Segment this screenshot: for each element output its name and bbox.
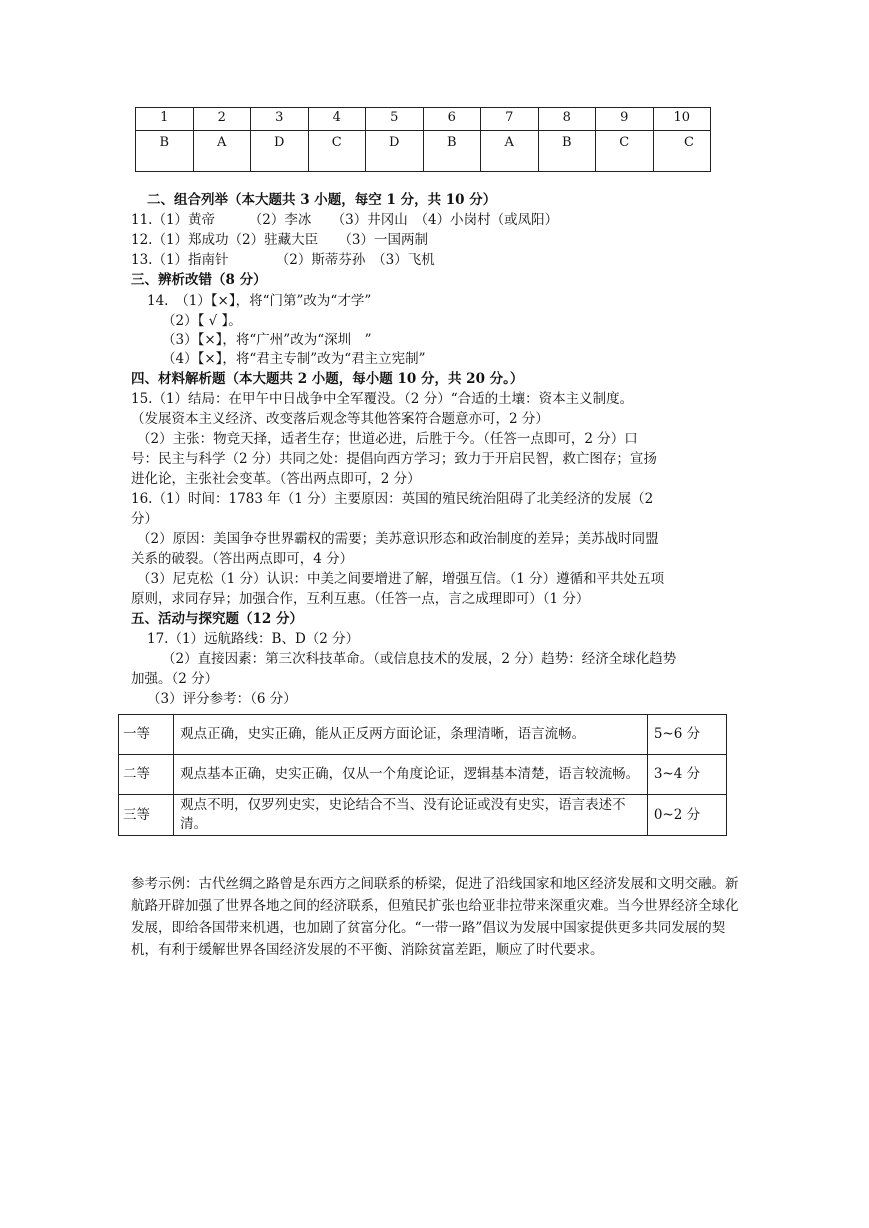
answer-line: （2）【 √ 】。	[162, 313, 242, 329]
question-number: 10	[653, 108, 711, 131]
answer-line: 11.（1）黄帝 （2）李冰 （3）井冈山 （4）小岗村（或凤阳）	[131, 212, 559, 228]
rubric-level: 二等	[119, 755, 174, 795]
question-number-row	[136, 108, 711, 131]
section-heading: 三、辨析改错（8 分）	[131, 272, 267, 288]
section-heading: 二、组合列举（本大题共 3 小题，每空 1 分，共 10 分）	[147, 192, 497, 208]
answer-line: 16.（1）时间：1783 年（1 分）主要原因：英国的殖民统治阻碍了北美经济的发展（2	[131, 491, 654, 507]
answer-line: 14. （1）【×】，将“门第”改为“才学”	[147, 293, 372, 309]
answer-line: 关系的破裂。（答出两点即可，4 分）	[131, 551, 354, 567]
answer-cell: C	[308, 131, 366, 172]
answer-line: （2）主张：物竞天择，适者生存；世道必进，后胜于今。（任答一点即可，2 分）口	[137, 431, 638, 447]
rubric-level: 一等	[119, 715, 174, 755]
answer-cell: B	[538, 131, 596, 172]
scoring-rubric-table	[118, 714, 727, 836]
answer-line: 13.（1）指南针 （2）斯蒂芬孙 （3）飞机	[131, 252, 435, 268]
question-number: 8	[538, 108, 596, 131]
rubric-row	[119, 715, 727, 755]
question-number: 1	[136, 108, 194, 131]
answer-line: （2）直接因素：第三次科技革命。（或信息技术的发展，2 分）趋势：经济全球化趋势	[162, 651, 677, 667]
answer-line: 进化论，主张社会变革。（答出两点即可，2 分）	[131, 471, 421, 487]
question-number: 4	[308, 108, 366, 131]
rubric-level: 三等	[119, 795, 174, 836]
answer-cell: D	[366, 131, 424, 172]
rubric-description: 观点基本正确，史实正确，仅从一个角度论证，逻辑基本清楚，语言较流畅。	[174, 755, 648, 795]
rubric-score: 3~4 分	[647, 755, 726, 795]
section-heading: 五、活动与探究题（12 分）	[131, 611, 303, 627]
answer-line: （3）【×】，将“广州”改为“深圳 ”	[162, 332, 372, 348]
answer-line: 加强。（2 分）	[131, 671, 219, 687]
answer-line: （4）【×】，将“君主专制”改为“君主立宪制”	[162, 351, 426, 367]
answer-cell: A	[481, 131, 539, 172]
question-number: 2	[193, 108, 251, 131]
answer-line: 12.（1）郑成功（2）驻藏大臣 （3）一国两制	[131, 232, 428, 248]
rubric-score: 5~6 分	[647, 715, 726, 755]
answer-line: 15.（1）结局：在甲午中日战争中全军覆没。（2 分）“合适的土壤：资本主义制度。	[131, 391, 634, 407]
answer-cell: A	[193, 131, 251, 172]
reference-example-paragraph: 参考示例：古代丝绸之路曾是东西方之间联系的桥梁，促进了沿线国家和地区经济发展和文明交融。新航路开辟加强了世界各地之间的经济联系，但殖民扩张也给亚非拉带来深重灾难。当今世界经济全球化发展，即给各国带来机遇，也加剧了贫富分化。“一带一路”倡议为发展中国家提供更多共同发展的契机，有利于缓解世界各国经济发展的不平衡、消除贫富差距，顺应了时代要求。	[131, 876, 739, 958]
answer-line: 17.（1）远航路线：B、D（2 分）	[147, 631, 360, 647]
answer-line: （2）原因：美国争夺世界霸权的需要；美苏意识形态和政治制度的差异；美苏战时同盟	[137, 531, 659, 547]
answer-cell: B	[423, 131, 481, 172]
answer-cell: C	[653, 131, 711, 172]
question-number: 5	[366, 108, 424, 131]
answer-line: （3）尼克松（1 分）认识：中美之间要增进了解，增强互信。（1 分）遵循和平共处五项	[137, 571, 665, 587]
answer-cell: C	[596, 131, 654, 172]
rubric-row	[119, 795, 727, 836]
multiple-choice-answer-table	[135, 107, 711, 172]
section-heading: 四、材料解析题（本大题共 2 小题，每小题 10 分，共 20 分。）	[131, 371, 524, 387]
rubric-description: 观点不明，仅罗列史实，史论结合不当、没有论证或没有史实，语言表述不清。	[174, 795, 648, 836]
answer-row	[136, 131, 711, 172]
rubric-row	[119, 755, 727, 795]
answer-cell: B	[136, 131, 194, 172]
rubric-score: 0~2 分	[647, 795, 726, 836]
answer-line: 分）	[131, 511, 158, 527]
answer-line: 原则，求同存异；加强合作，互利互惠。（任答一点，言之成理即可）（1 分）	[131, 591, 590, 607]
answer-line: 号：民主与科学（2 分）共同之处：提倡向西方学习；致力于开启民智，救亡图存；宣扬	[131, 451, 657, 467]
answer-line: （3）评分参考：（6 分）	[147, 691, 297, 707]
rubric-description: 观点正确，史实正确，能从正反两方面论证，条理清晰，语言流畅。	[174, 715, 648, 755]
question-number: 3	[251, 108, 309, 131]
answer-line: （发展资本主义经济、改变落后观念等其他答案符合题意亦可，2 分）	[131, 411, 549, 427]
question-number: 7	[481, 108, 539, 131]
answer-cell: D	[251, 131, 309, 172]
question-number: 6	[423, 108, 481, 131]
question-number: 9	[596, 108, 654, 131]
